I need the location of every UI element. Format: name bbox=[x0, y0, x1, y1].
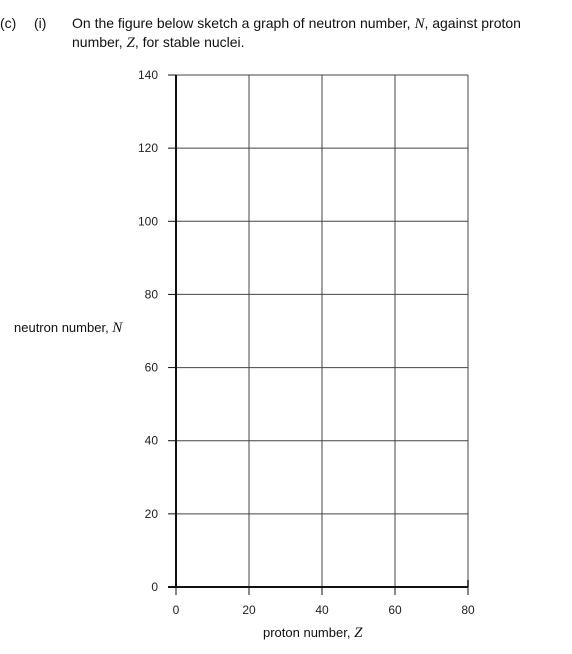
y-axis-title bbox=[14, 320, 122, 337]
y-axis-variable: N bbox=[112, 320, 123, 336]
y-tick-label-100: 100 bbox=[137, 214, 158, 229]
question-line2-after: , for stable nuclei. bbox=[134, 34, 245, 50]
x-tick-label-20: 20 bbox=[242, 603, 256, 617]
x-tick-label-40: 40 bbox=[315, 603, 329, 617]
x-tick-label-80: 80 bbox=[461, 603, 475, 617]
x-tick-label-60: 60 bbox=[388, 603, 402, 617]
question-line1-after: , against proton bbox=[424, 15, 521, 31]
question-line2-before: number, bbox=[72, 34, 127, 50]
y-axis-title-text: neutron number, bbox=[14, 320, 113, 335]
x-tick-label-0: 0 bbox=[172, 603, 180, 617]
y-tick-label-80: 80 bbox=[144, 287, 158, 302]
y-tick-label-120: 120 bbox=[137, 141, 158, 156]
question-line1-before: On the figure below sketch a graph of neutron number, bbox=[72, 15, 415, 31]
y-tick-label-40: 40 bbox=[144, 433, 158, 448]
y-tick-label-0: 0 bbox=[151, 580, 158, 594]
x-axis-title bbox=[263, 625, 362, 642]
variable-z: Z bbox=[126, 35, 135, 51]
x-axis-variable: Z bbox=[354, 625, 363, 641]
variable-n: N bbox=[414, 16, 425, 32]
question-part-label: (c) bbox=[0, 15, 17, 31]
question-subpart-label: (i) bbox=[34, 15, 47, 31]
y-tick-label-140: 140 bbox=[137, 68, 158, 82]
y-tick-label-20: 20 bbox=[144, 506, 158, 521]
y-tick-label-60: 60 bbox=[144, 360, 158, 375]
x-axis-title-text: proton number, bbox=[263, 625, 355, 640]
